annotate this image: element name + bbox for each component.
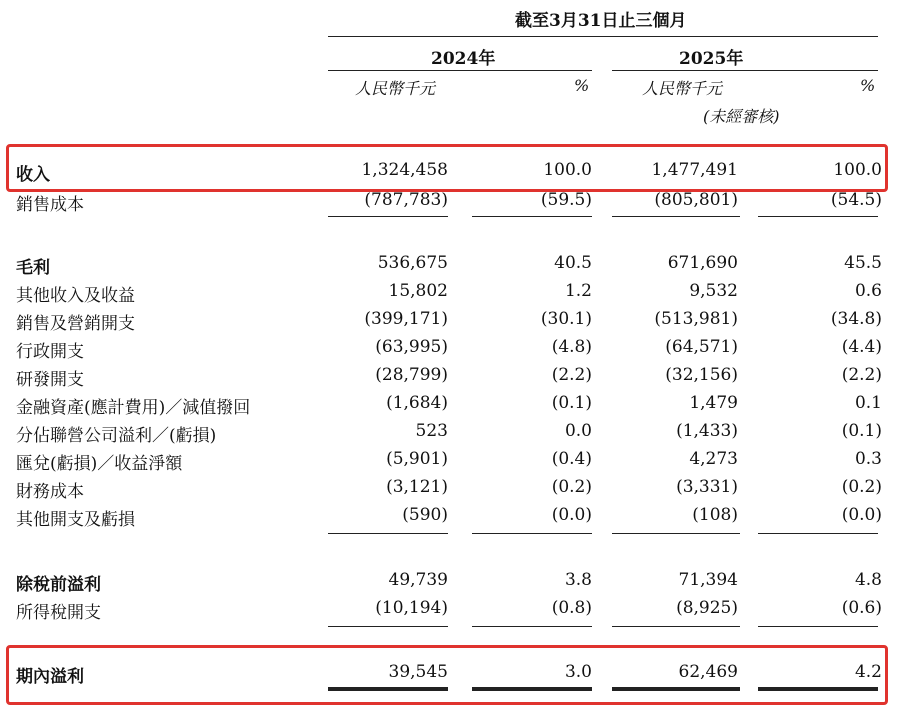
pct-2025: (4.4) bbox=[841, 337, 882, 357]
pct-2025: 4.2 bbox=[854, 662, 882, 682]
row-label: 金融資產(應計費用)／減值撥回 bbox=[16, 398, 251, 418]
subtotal-rule bbox=[328, 533, 448, 534]
row-label: 分佔聯營公司溢利／(虧損) bbox=[16, 426, 217, 446]
value-2024: (28,799) bbox=[375, 365, 448, 385]
value-2024: (399,171) bbox=[364, 309, 448, 329]
row-label: 銷售成本 bbox=[16, 195, 84, 215]
subtotal-rule bbox=[472, 216, 592, 217]
value-2024: 49,739 bbox=[388, 570, 448, 590]
value-2024: 536,675 bbox=[377, 253, 448, 273]
value-2025: 62,469 bbox=[678, 662, 738, 682]
pct-2024: 1.2 bbox=[564, 281, 592, 301]
subtotal-rule bbox=[758, 533, 878, 534]
pct-2024: 3.0 bbox=[564, 662, 592, 682]
pct-2025: (0.6) bbox=[841, 598, 882, 618]
pct-2024: (0.8) bbox=[551, 598, 592, 618]
pct-2025: 4.8 bbox=[854, 570, 882, 590]
subtotal-rule bbox=[472, 626, 592, 627]
pct-2025: 0.6 bbox=[854, 281, 882, 301]
value-2025: 1,479 bbox=[689, 393, 738, 413]
year-2025-header: 2025年 bbox=[679, 49, 744, 69]
unit-pct-2024: % bbox=[574, 76, 590, 95]
value-2025: 1,477,491 bbox=[651, 160, 738, 180]
profit-highlight-box bbox=[6, 645, 888, 705]
pct-2024: (4.8) bbox=[551, 337, 592, 357]
year-2024-header: 2024年 bbox=[431, 49, 496, 69]
value-2025: (513,981) bbox=[654, 309, 738, 329]
value-2025: 671,690 bbox=[667, 253, 738, 273]
value-2024: (5,901) bbox=[386, 449, 448, 469]
year-2025-rule bbox=[612, 70, 878, 71]
subtotal-rule bbox=[758, 216, 878, 217]
row-label: 財務成本 bbox=[16, 482, 84, 502]
value-2024: (63,995) bbox=[375, 337, 448, 357]
pct-2024: (0.4) bbox=[551, 449, 592, 469]
row-label: 匯兌(虧損)／收益淨額 bbox=[16, 454, 183, 474]
unit-rmb-2025: 人民幣千元 bbox=[642, 79, 723, 98]
pct-2024: (0.0) bbox=[551, 505, 592, 525]
pct-2024: (0.2) bbox=[551, 477, 592, 497]
value-2025: 4,273 bbox=[689, 449, 738, 469]
unit-pct-2025: % bbox=[860, 76, 876, 95]
value-2025: (32,156) bbox=[665, 365, 738, 385]
row-label: 除稅前溢利 bbox=[16, 575, 101, 595]
row-label: 銷售及營銷開支 bbox=[16, 314, 135, 334]
value-2025: (8,925) bbox=[676, 598, 738, 618]
value-2024: (787,783) bbox=[364, 190, 448, 210]
value-2024: (1,684) bbox=[386, 393, 448, 413]
pct-2024: (0.1) bbox=[551, 393, 592, 413]
pct-2024: 40.5 bbox=[554, 253, 592, 273]
row-label: 行政開支 bbox=[16, 342, 84, 362]
header-rule bbox=[328, 36, 878, 37]
subtotal-rule bbox=[472, 533, 592, 534]
pct-2025: 45.5 bbox=[844, 253, 882, 273]
pct-2025: (0.2) bbox=[841, 477, 882, 497]
subtotal-rule bbox=[328, 216, 448, 217]
unaudited-note: (未經審核) bbox=[703, 107, 780, 126]
row-label: 收入 bbox=[16, 165, 50, 185]
pct-2025: 100.0 bbox=[833, 160, 882, 180]
year-2024-rule bbox=[328, 70, 592, 71]
pct-2024: 0.0 bbox=[564, 421, 592, 441]
pct-2024: (59.5) bbox=[540, 190, 592, 210]
pct-2025: (0.0) bbox=[841, 505, 882, 525]
pct-2024: (30.1) bbox=[540, 309, 592, 329]
row-label: 其他開支及虧損 bbox=[16, 510, 135, 530]
subtotal-rule bbox=[612, 216, 740, 217]
value-2024: 523 bbox=[415, 421, 448, 441]
pct-2025: (2.2) bbox=[841, 365, 882, 385]
subtotal-rule bbox=[612, 533, 740, 534]
value-2024: 1,324,458 bbox=[361, 160, 448, 180]
subtotal-rule bbox=[758, 626, 878, 627]
subtotal-rule bbox=[328, 626, 448, 627]
value-2025: 71,394 bbox=[678, 570, 738, 590]
pct-2024: 100.0 bbox=[543, 160, 592, 180]
value-2024: (590) bbox=[402, 505, 448, 525]
revenue-highlight-box bbox=[6, 144, 888, 192]
pct-2025: (0.1) bbox=[841, 421, 882, 441]
value-2025: 9,532 bbox=[689, 281, 738, 301]
row-label: 其他收入及收益 bbox=[16, 286, 135, 306]
pct-2024: 3.8 bbox=[564, 570, 592, 590]
row-label: 期內溢利 bbox=[16, 667, 84, 687]
value-2025: (64,571) bbox=[665, 337, 738, 357]
value-2024: 39,545 bbox=[388, 662, 448, 682]
unit-rmb-2024: 人民幣千元 bbox=[355, 79, 436, 98]
value-2024: 15,802 bbox=[388, 281, 448, 301]
pct-2024: (2.2) bbox=[551, 365, 592, 385]
value-2025: (3,331) bbox=[676, 477, 738, 497]
row-label: 毛利 bbox=[16, 258, 50, 278]
value-2024: (3,121) bbox=[386, 477, 448, 497]
row-label: 研發開支 bbox=[16, 370, 84, 390]
pct-2025: (54.5) bbox=[830, 190, 882, 210]
period-header: 截至3月31日止三個月 bbox=[515, 11, 687, 31]
pct-2025: 0.3 bbox=[854, 449, 882, 469]
row-label: 所得稅開支 bbox=[16, 603, 101, 623]
value-2025: (805,801) bbox=[654, 190, 738, 210]
pct-2025: (34.8) bbox=[830, 309, 882, 329]
value-2025: (108) bbox=[692, 505, 738, 525]
subtotal-rule bbox=[612, 626, 740, 627]
pct-2025: 0.1 bbox=[854, 393, 882, 413]
value-2024: (10,194) bbox=[375, 598, 448, 618]
value-2025: (1,433) bbox=[676, 421, 738, 441]
